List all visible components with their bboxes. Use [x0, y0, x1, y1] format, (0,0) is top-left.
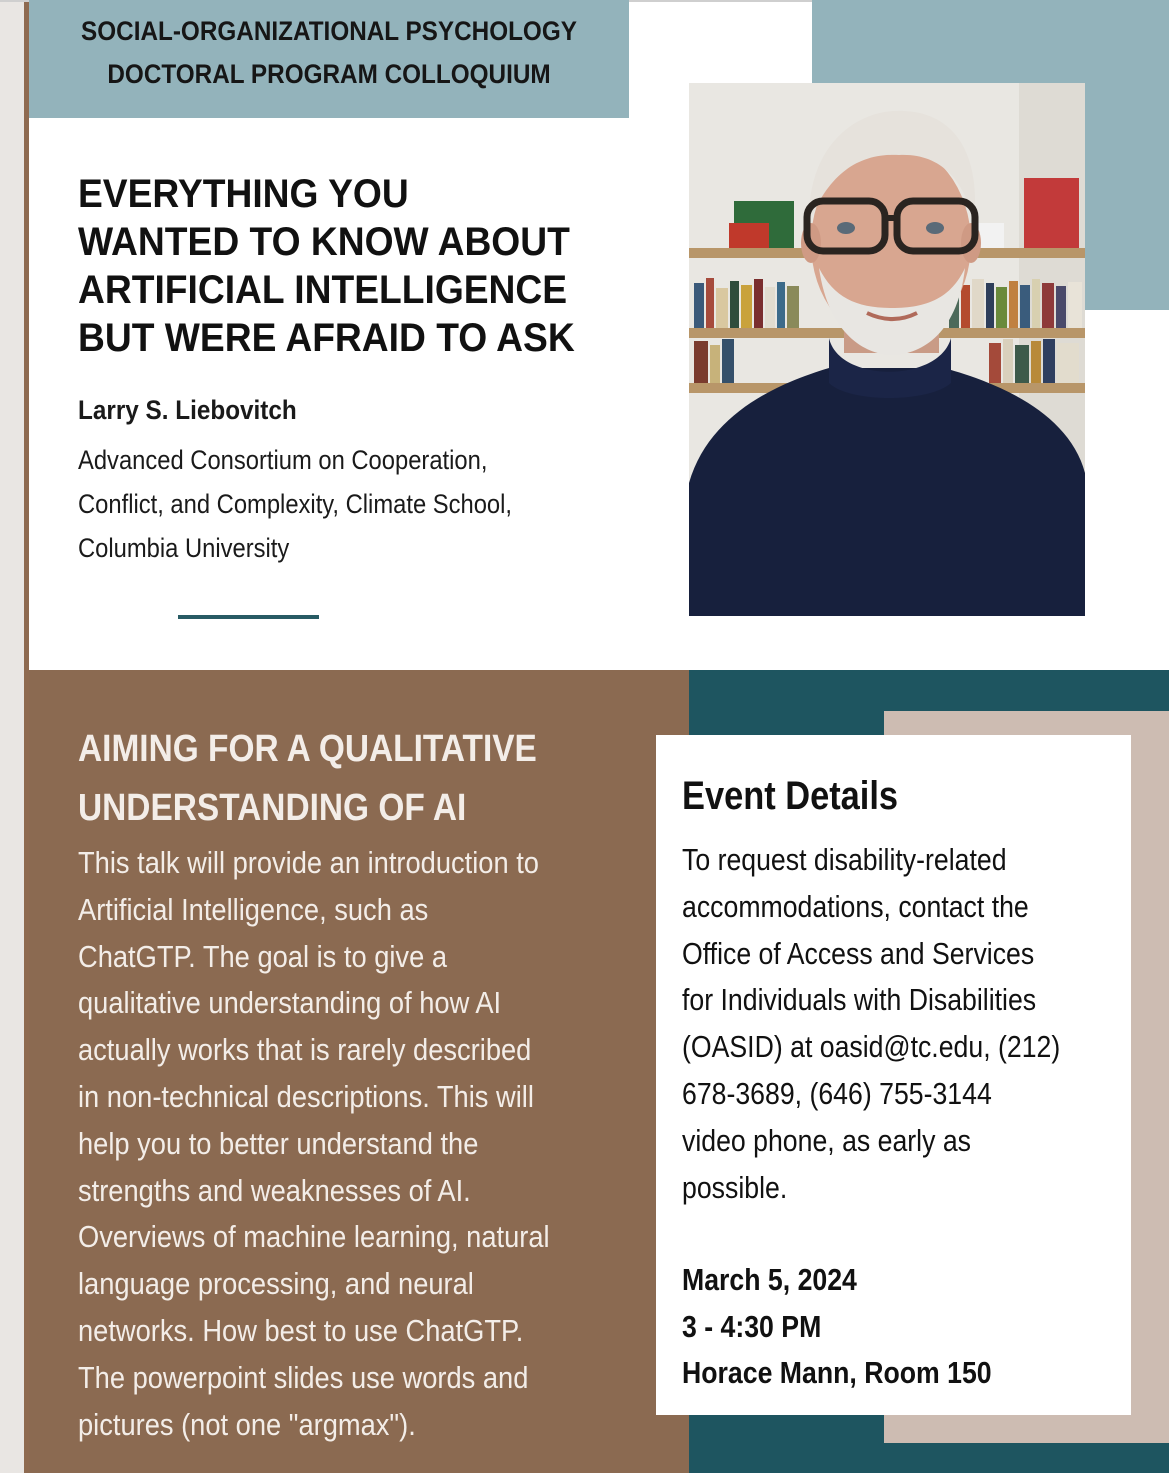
speaker-photo — [689, 83, 1085, 616]
notice-line: 678-3689, (646) 755-3144 — [682, 1075, 992, 1111]
divider-rule — [178, 615, 319, 619]
talk-title-line: EVERYTHING YOU — [78, 172, 409, 216]
abstract-line: help you to better understand the — [78, 1125, 479, 1161]
notice-line: video phone, as early as — [682, 1122, 972, 1158]
speaker-portrait-illustration — [689, 83, 1085, 616]
page-left-margin — [0, 0, 24, 1473]
abstract-line: The powerpoint slides use words and — [78, 1359, 529, 1395]
notice-line: for Individuals with Disabilities — [682, 982, 1037, 1018]
abstract-line: actually works that is rarely described — [78, 1032, 532, 1068]
notice-line: accommodations, contact the — [682, 888, 1029, 924]
event-time: 3 - 4:30 PM — [682, 1309, 822, 1344]
event-details-heading: Event Details — [682, 774, 899, 818]
abstract-line: strengths and weaknesses of AI. — [78, 1172, 471, 1208]
abstract-line: language processing, and neural — [78, 1266, 474, 1302]
affiliation-line: Conflict, and Complexity, Climate School, — [78, 489, 513, 519]
speaker-affiliation — [78, 438, 606, 570]
abstract-heading-line: AIMING FOR A QUALITATIVE — [78, 728, 537, 770]
notice-line: possible. — [682, 1169, 788, 1205]
talk-title-line: BUT WERE AFRAID TO ASK — [78, 316, 575, 360]
notice-line: To request disability-related — [682, 842, 1007, 877]
abstract-line: networks. How best to use ChatGTP. — [78, 1312, 524, 1348]
affiliation-line: Advanced Consortium on Cooperation, — [78, 445, 488, 475]
notice-line: (OASID) at oasid@tc.edu, (212) — [682, 1029, 1061, 1065]
program-name-line1: SOCIAL-ORGANIZATIONAL PSYCHOLOGY — [81, 16, 577, 46]
accessibility-notice — [682, 837, 1112, 1211]
talk-title-line: WANTED TO KNOW ABOUT — [78, 220, 570, 264]
abstract-line: ChatGTP. The goal is to give a — [78, 938, 448, 974]
abstract-line: This talk will provide an introduction to — [78, 845, 539, 880]
abstract-heading-line: UNDERSTANDING OF AI — [78, 787, 467, 829]
abstract-line: pictures (not one "argmax"). — [78, 1406, 416, 1442]
talk-title — [78, 170, 636, 362]
abstract-line: Artificial Intelligence, such as — [78, 891, 429, 927]
event-date: March 5, 2024 — [682, 1262, 857, 1297]
speaker-name: Larry S. Liebovitch — [78, 395, 297, 425]
abstract-heading — [78, 720, 606, 838]
event-location: Horace Mann, Room 150 — [682, 1355, 992, 1390]
abstract-line: Overviews of machine learning, natural — [78, 1219, 550, 1255]
abstract-line: in non-technical descriptions. This will — [78, 1078, 534, 1114]
talk-title-line: ARTIFICIAL INTELLIGENCE — [78, 268, 568, 312]
abstract-line: qualitative understanding of how AI — [78, 985, 502, 1021]
notice-line: Office of Access and Services — [682, 935, 1035, 971]
affiliation-line: Columbia University — [78, 533, 290, 563]
abstract-body — [78, 840, 606, 1448]
program-name-line2: DOCTORAL PROGRAM COLLOQUIUM — [107, 59, 551, 89]
